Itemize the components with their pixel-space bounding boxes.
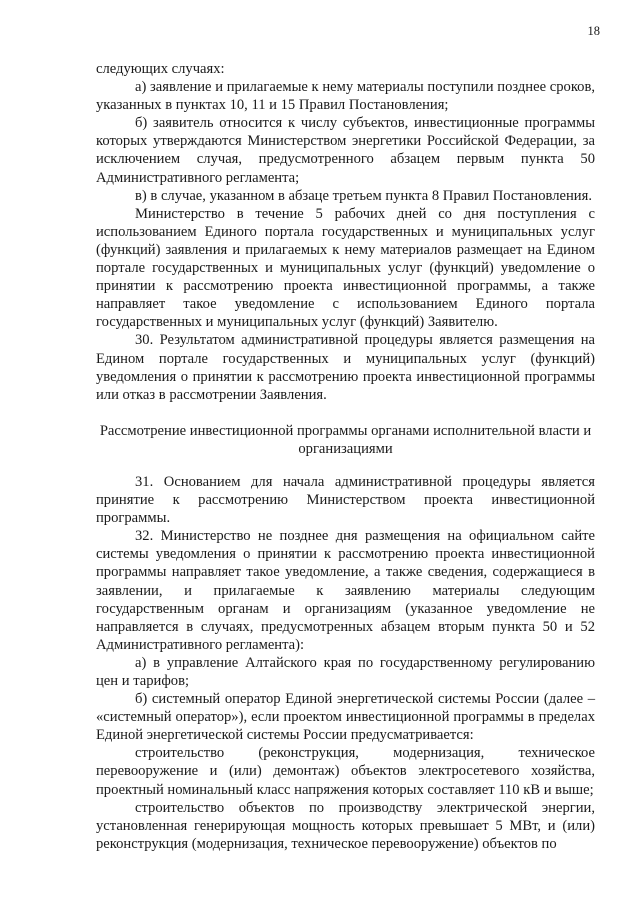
- paragraph-construction-grid: строительство (реконструкция, модернизация, техническое перевооружение и (или) демонтаж) объектов электросетевого хозяйства, проектный номинальный класс напряжения которых составляет 110 кВ и выше;: [96, 745, 595, 798]
- section-heading: Рассмотрение инвестиционной программы органами исполнительной власти и организациями: [99, 422, 592, 457]
- paragraph-31: 31. Основанием для начала административной процедуры является принятие к рассмотрению Министерством проекта инвестиционной программы.: [96, 473, 595, 527]
- paragraph-item-c: в) в случае, указанном в абзаце третьем пункта 8 Правил Постановления.: [135, 187, 592, 204]
- paragraph-lead-in: следующих случаях:: [96, 61, 225, 77]
- document-body: [96, 60, 595, 853]
- paragraph-item-b: б) заявитель относится к числу субъектов, инвестиционные программы которых утверждаются Министерством энергетики Российской Федерации, за исключением случая, предусмотренного абзацем первым пункта 50 Административного регламента;: [96, 115, 595, 186]
- paragraph-item-a: а) заявление и прилагаемые к нему материалы поступили позднее сроков, указанных в пунктах 10, 11 и 15 Правил Постановления;: [96, 79, 595, 114]
- paragraph-32-a: а) в управление Алтайского края по государственному регулированию цен и тарифов;: [96, 654, 595, 689]
- page-number: 18: [587, 24, 600, 38]
- paragraph-construction-generation: строительство объектов по производству электрической энергии, установленная генерирующая мощность которых превышает 5 МВт, и (или) реконструкция (модернизация, техническое перевооружение) объектов по: [96, 799, 595, 852]
- paragraph-ministry-notice: Министерство в течение 5 рабочих дней со дня поступления с использованием Единого портала государственных и муниципальных услуг (функций) заявления и прилагаемых к нему материалов размещает на Едином портале государственных и муниципальных услуг (функций) уведомление о принятии к рассмотрению проекта инвестиционной программы, а также направляет такое уведомление с использованием Единого портала государственных и муниципальных услуг (функций) Заявителю.: [96, 205, 595, 331]
- paragraph-30: 30. Результатом административной процедуры является размещения на Едином портале государственных и муниципальных услуг (функций) уведомления о принятии к рассмотрению проекта инвестиционной программы или отказ в рассмотрении Заявления.: [96, 332, 595, 403]
- paragraph-32-b: б) системный оператор Единой энергетической системы России (далее – «системный оператор»), если проектом инвестиционной программы в пределах Единой энергетической системы России предусматривается:: [96, 691, 595, 744]
- paragraph-32: 32. Министерство не позднее дня размещения на официальном сайте системы уведомления о принятии к рассмотрению проекта инвестиционной программы направляет такое уведомление, а также сведения, содержащиеся в заявлении, и прилагаемые к заявлению материалы следующим государственным органам и организациям (указанное уведомление не направляется в случаях, предусмотренных абзацем вторым пункта 50 и 52 Административного регламента):: [96, 528, 595, 653]
